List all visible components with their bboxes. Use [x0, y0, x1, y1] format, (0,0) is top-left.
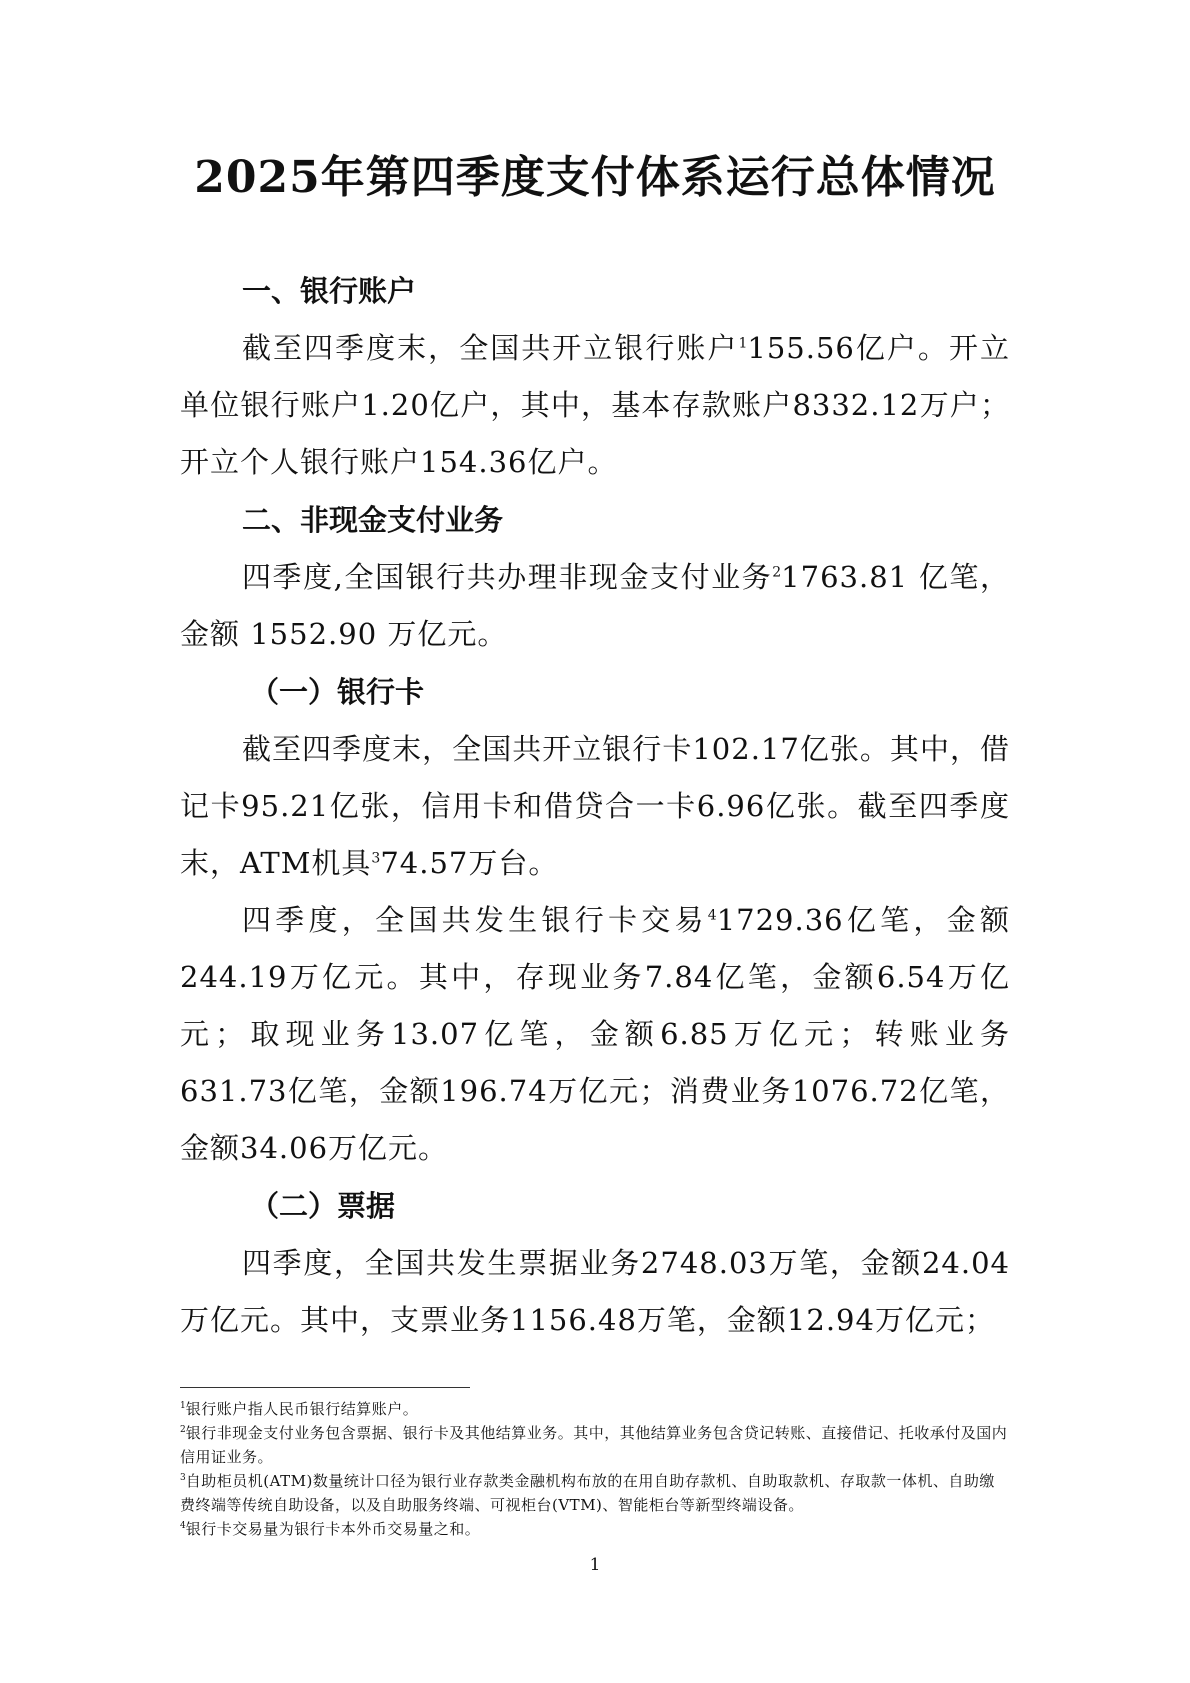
paragraph-text: 四季度，全国共发生银行卡交易 — [242, 903, 708, 937]
paragraph-bills: 四季度，全国共发生票据业务2748.03万笔，金额24.04万亿元。其中，支票业务1156.48万笔，金额12.94万亿元； — [180, 1246, 1010, 1337]
page-title: 2025年第四季度支付体系运行总体情况 — [194, 152, 996, 203]
document-body — [180, 262, 1010, 1349]
footnote-number: 4 — [180, 1521, 186, 1531]
paragraph-text: 1729.36亿笔，金额244.19万亿元。其中，存现业务7.84亿笔，金额6.54万亿元；取现业务13.07亿笔，金额6.85万亿元；转账业务631.73亿笔，金额196.74万亿元；消费业务1076.72亿笔，金额34.06万亿元。 — [180, 903, 1010, 1165]
section-heading-noncash-payments: 二、非现金支付业务 — [242, 503, 504, 537]
paragraph-bank-card-transactions — [180, 892, 1010, 1177]
footnote-text: 银行卡交易量为银行卡本外币交易量之和。 — [185, 1520, 481, 1538]
footnote-2 — [180, 1421, 1010, 1469]
footnotes — [180, 1397, 1010, 1541]
section-heading-bank-accounts: 一、银行账户 — [242, 274, 417, 308]
footnote-text: 银行账户指人民币银行结算账户。 — [185, 1400, 419, 1418]
footnote-separator — [180, 1387, 470, 1388]
footnote-4 — [180, 1517, 1010, 1541]
paragraph-text: 截至四季度末，全国共开立银行账户 — [242, 331, 739, 365]
footnote-text: 自助柜员机(ATM)数量统计口径为银行业存款类金融机构布放的在用自助存款机、自助取款机、存取款一体机、自助缴费终端等传统自助设备，以及自助服务终端、可视柜台(VTM)、智能柜台等新型终端设备。 — [180, 1472, 995, 1514]
footnote-number: 1 — [180, 1401, 186, 1411]
page-number: 1 — [589, 1555, 601, 1575]
footnote-1 — [180, 1397, 1010, 1421]
paragraph-text: 截至四季度末，全国共开立银行卡102.17亿张。其中，借记卡95.21亿张，信用卡和借贷合一卡6.96亿张。截至四季度末，ATM机具 — [180, 732, 1010, 880]
footnote-number: 2 — [180, 1425, 186, 1435]
paragraph-bank-cards-count — [180, 721, 1010, 892]
footnote-ref-4: 4 — [707, 907, 717, 924]
paragraph-noncash-payments — [180, 549, 1010, 663]
footnote-ref-2: 2 — [772, 564, 782, 581]
paragraph-bank-accounts — [180, 320, 1010, 491]
subsection-heading-bills: （二）票据 — [250, 1189, 396, 1223]
footnote-3 — [180, 1469, 1010, 1517]
footnote-number: 3 — [180, 1473, 186, 1483]
footnote-ref-3: 3 — [371, 850, 381, 867]
subsection-heading-bank-cards: （一）银行卡 — [250, 675, 425, 709]
paragraph-text: 四季度,全国银行共办理非现金支付业务 — [242, 560, 773, 594]
paragraph-text: 155.56亿户。开立单位银行账户1.20亿户，其中，基本存款账户8332.12万户；开立个人银行账户154.36亿户。 — [180, 331, 1010, 479]
paragraph-text: 1763.81 亿笔，金额 1552.90 万亿元。 — [180, 560, 1010, 651]
footnote-ref-1: 1 — [738, 335, 748, 352]
paragraph-text: 74.57万台。 — [380, 846, 559, 880]
footnote-text: 银行非现金支付业务包含票据、银行卡及其他结算业务。其中，其他结算业务包含贷记转账、直接借记、托收承付及国内信用证业务。 — [180, 1424, 1008, 1466]
